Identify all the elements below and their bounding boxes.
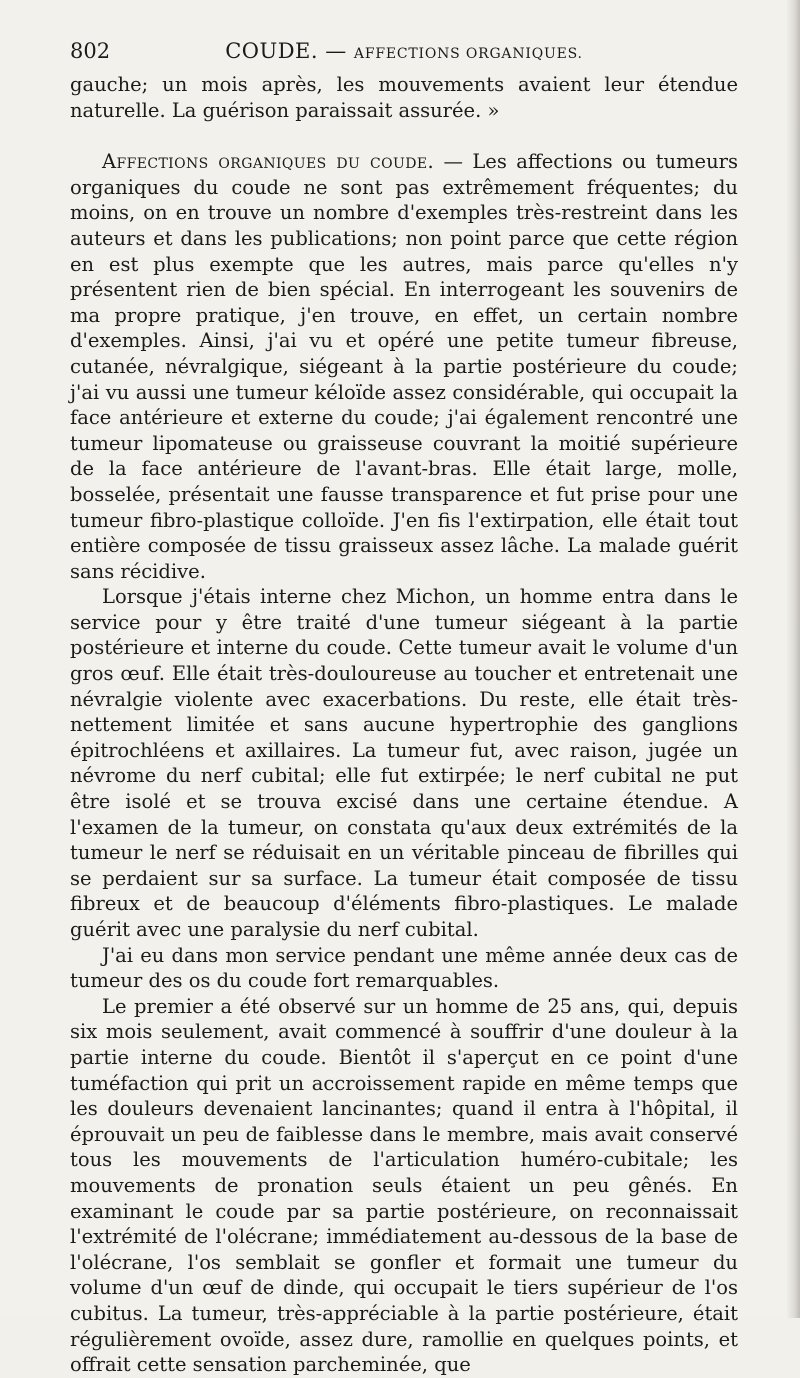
running-title-section: AFFECTIONS ORGANIQUES. bbox=[353, 46, 583, 62]
paragraph-affections bbox=[70, 149, 738, 584]
page-number: 802 bbox=[70, 39, 111, 63]
running-title-dash: — bbox=[325, 39, 347, 63]
paragraph-bone-tumors: J'ai eu dans mon service pendant une même année deux cas de tumeur des os du coude fort remarquables. bbox=[70, 943, 738, 993]
section-heading: Affections organiques du coude. bbox=[102, 150, 435, 174]
paragraph-continuation: gauche; un mois après, les mouvements avaient leur étendue naturelle. La guérison paraissait assurée. » bbox=[70, 73, 738, 122]
paragraph-affections-text: — Les affections ou tumeurs organiques du coude ne sont pas extrêmement fréquentes; du moins, on en trouve un nombre d'exemples très-restreint dans les auteurs et dans les publications; non point parce que cette région en est plus exempte que les autres, mais parce qu'elles n'y présentent rien de bien spécial. En interrogeant les souvenirs de ma propre pratique, j'en trouve, en effet, un certain nombre d'exemples. Ainsi, j'ai vu et opéré une petite tumeur fibreuse, cutanée, névralgique, siégeant à la partie postérieure du coude; j'ai vu aussi une tumeur kéloïde assez considérable, qui occupait la face antérieure et externe du coude; j'ai également rencontré une tumeur lipomateuse ou graisseuse couvrant la moitié supérieure de la face antérieure de l'avant-bras. Elle était large, molle, bosselée, présentait une fausse transparence et fut prise pour une tumeur fibro-plastique colloïde. J'en fis l'extirpation, elle était tout entière composée de tissu graisseux assez lâche. La malade guérit sans récidive. bbox=[70, 150, 738, 583]
running-title bbox=[70, 36, 738, 69]
page-edge-shadow bbox=[786, 0, 800, 1318]
running-title-main: COUDE. bbox=[225, 39, 319, 63]
paragraph-michon-case: Lorsque j'étais interne chez Michon, un homme entra dans le service pour y être traité d'une tumeur siégeant à la partie postérieure et interne du coude. Cette tumeur avait le volume d'un gros œuf. Elle était très-douloureuse au toucher et entretenait une névralgie violente avec exacerbations. Du reste, elle était très-nettement limitée et sans aucune hypertrophie des ganglions épitrochléens et axillaires. La tumeur fut, avec raison, jugée un névrome du nerf cubital; elle fut extirpée; le nerf cubital ne put être isolé et se trouva excisé dans une certaine étendue. A l'examen de la tumeur, on constata qu'aux deux extrémités de la tumeur le nerf se réduisait en un véritable pinceau de fibrilles qui se perdaient sur sa surface. La tumeur était composée de tissu fibreux et de beaucoup d'éléments fibro-plastiques. Le malade guérit avec une paralysie du nerf cubital. bbox=[70, 585, 738, 941]
running-header bbox=[70, 36, 738, 66]
body-text bbox=[70, 72, 738, 1378]
paragraph-first-case: Le premier a été observé sur un homme de 25 ans, qui, depuis six mois seulement, avait commencé à souffrir d'une douleur à la partie interne du coude. Bientôt il s'aperçut en ce point d'une tuméfaction qui prit un accroissement rapide en même temps que les douleurs devenaient lancinantes; quand il entra à l'hôpital, il éprouvait un peu de faiblesse dans le membre, mais avait conservé tous les mouvements de l'articulation huméro-cubitale; les mouvements de pronation seuls étaient un peu gênés. En examinant le coude par sa partie postérieure, on reconnaissait l'extrémité de l'olécrane; immédiatement au-dessous de la base de l'olécrane, l'os semblait se gonfler et formait une tumeur du volume d'un œuf de dinde, qui occupait le tiers supérieur de l'os cubitus. La tumeur, très-appréciable à la partie postérieure, était régulièrement ovoïde, assez dure, ramollie en quelques points, et offrait cette sensation parcheminée, que bbox=[70, 994, 738, 1377]
